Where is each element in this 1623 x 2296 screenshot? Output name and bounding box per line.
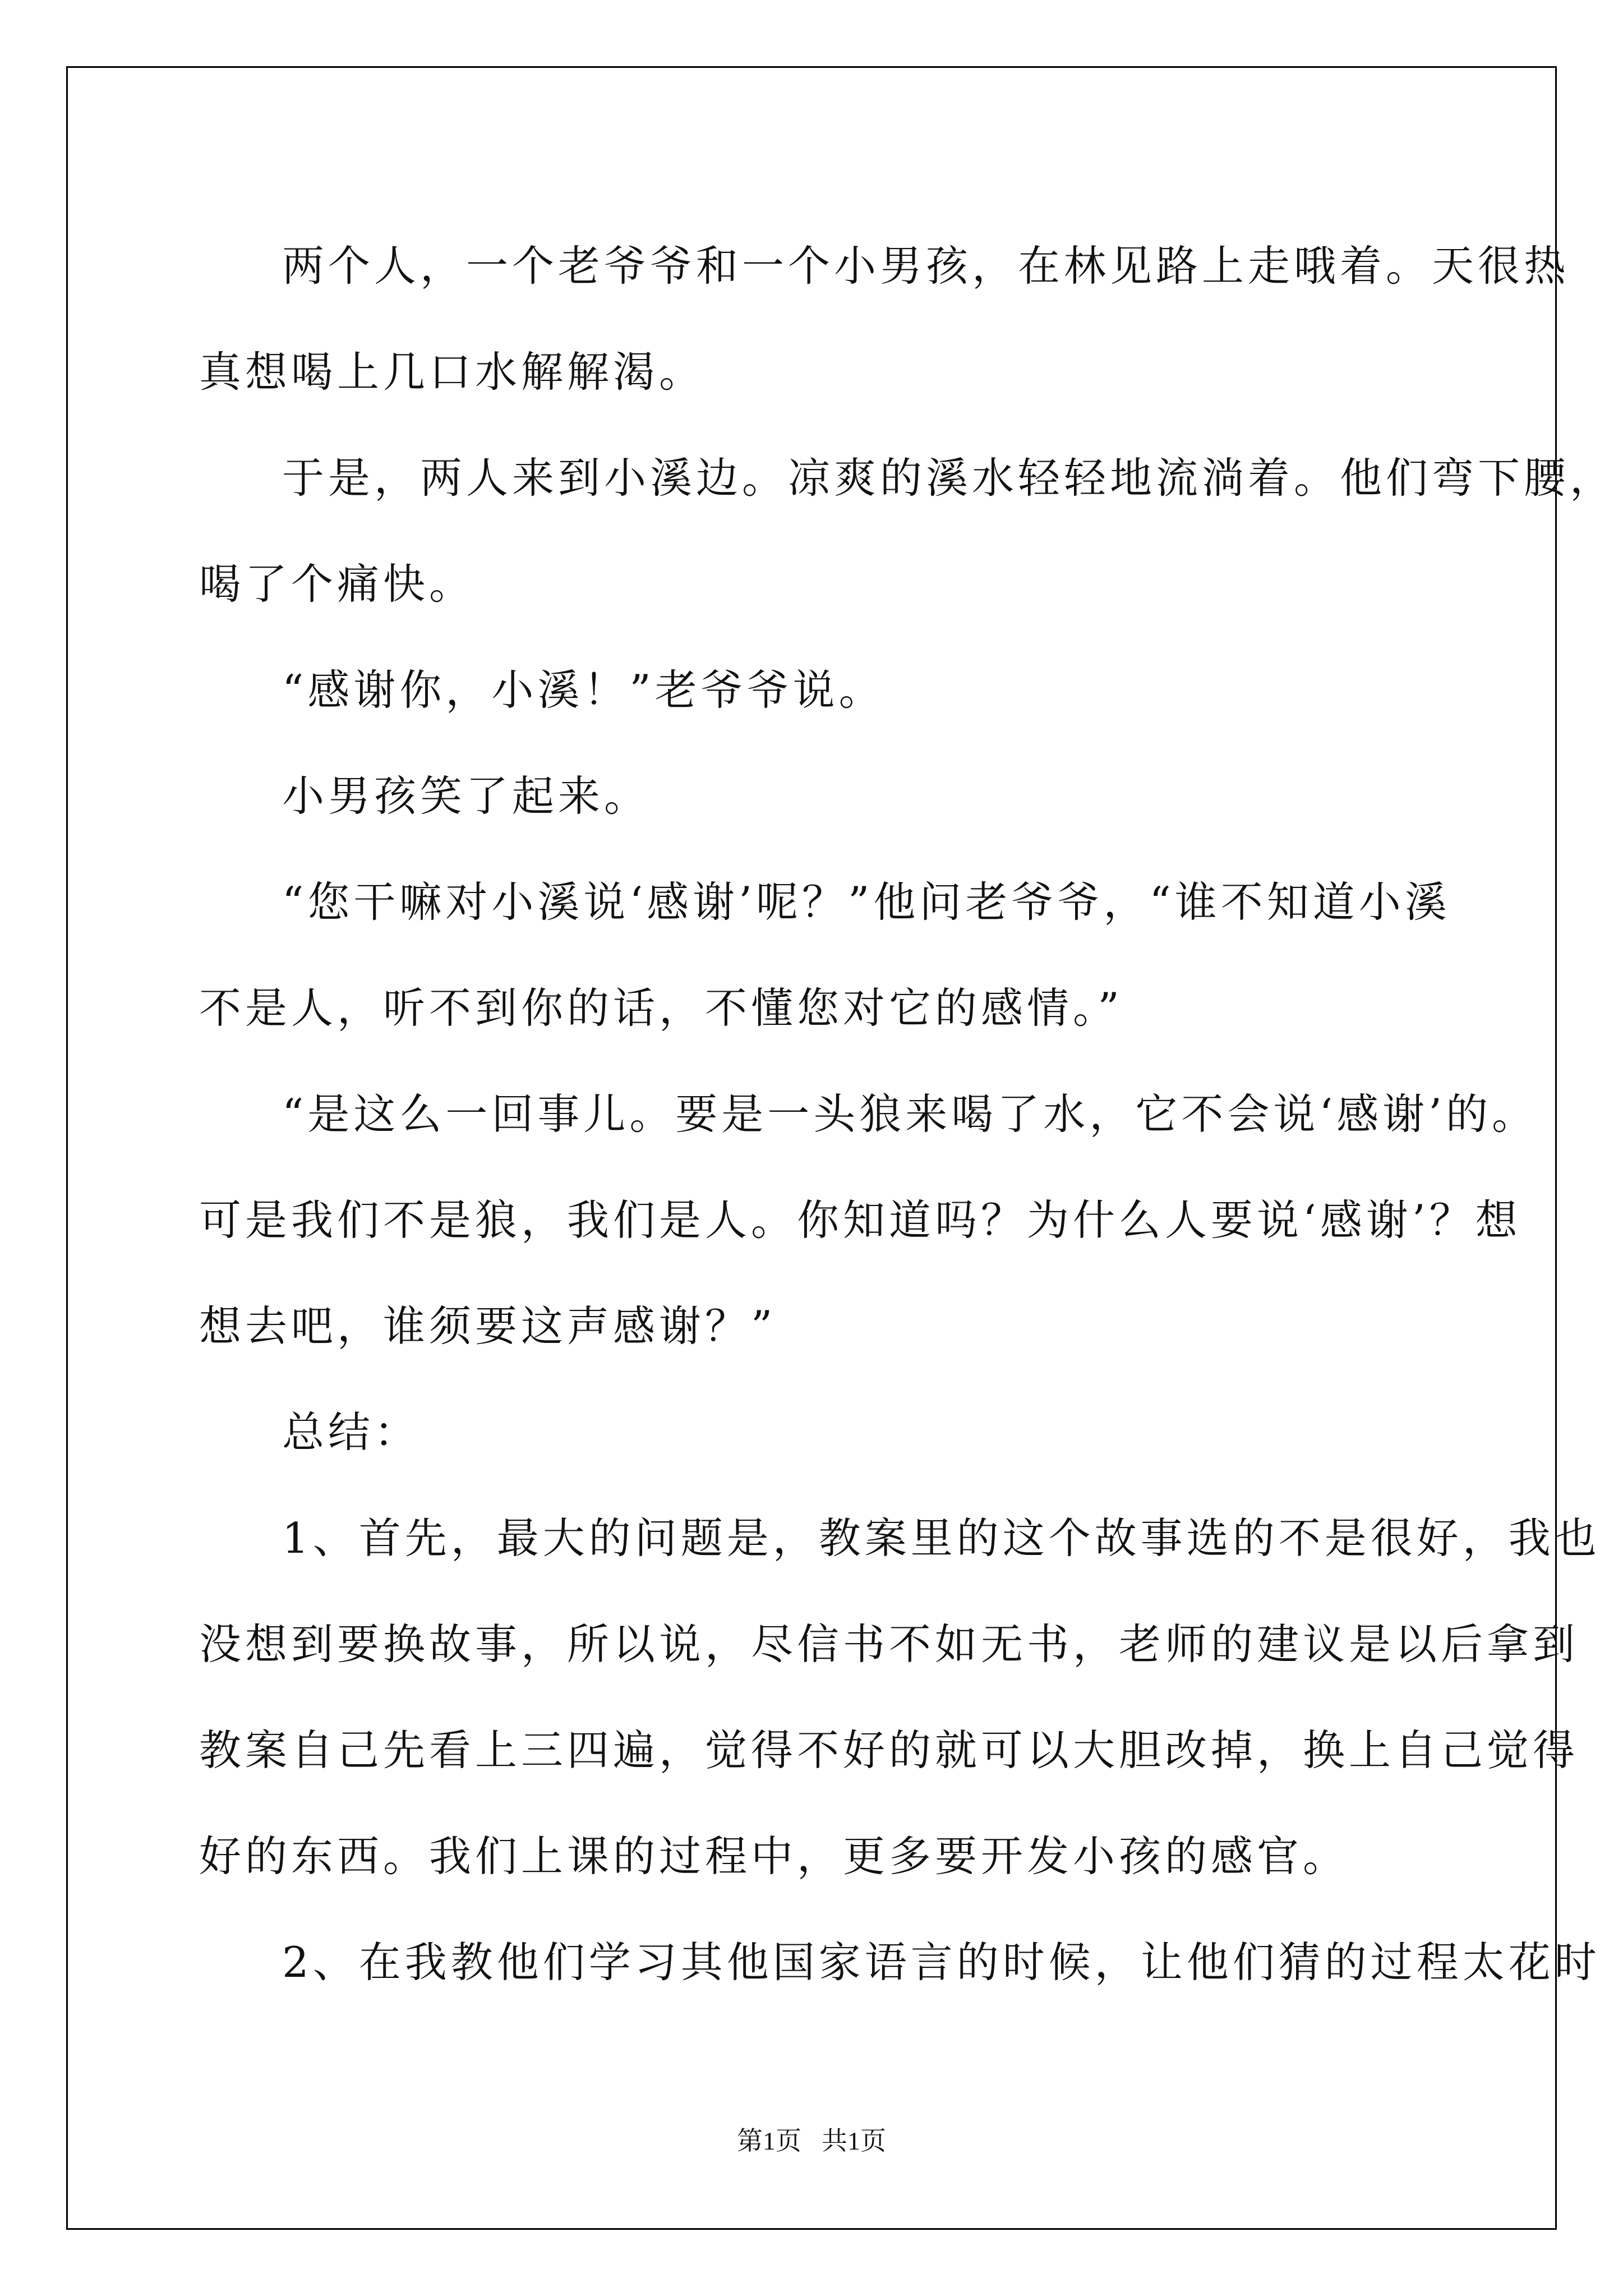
paragraph-4 [199,743,1455,849]
paragraph-line: 2、在我教他们学习其他国家语言的时候，让他们猜的过程太花时 [282,1938,1601,1987]
paragraph-line: “是这么一回事儿。要是一头狼来喝了水，它不会说‘感谢’的。 [282,1089,1538,1139]
paragraph-line: “感谢你，小溪！”老爷爷说。 [282,665,885,715]
paragraph-line: 没想到要换故事，所以说，尽信书不如无书，老师的建议是以后拿到 [199,1619,1579,1669]
paragraph-line: 总结： [282,1407,421,1457]
paragraph-2 [199,425,1616,637]
page-total: 共1页 [822,2127,886,2155]
paragraph-3 [199,637,1455,743]
paragraph-line: “您干嘛对小溪说‘感谢’呢？”他问老爷爷，“谁不知道小溪 [282,877,1451,927]
page-number: 第1页 [737,2127,801,2155]
paragraph-5 [199,849,1455,1061]
paragraph-line: 不是人，听不到你的话，不懂您对它的感情。” [199,983,1123,1033]
paragraph-line: 于是，两人来到小溪边。凉爽的溪水轻轻地流淌着。他们弯下腰， [282,453,1616,503]
paragraph-1 [199,213,1570,425]
document-body [199,213,1616,2016]
paragraph-line: 好的东西。我们上课的过程中，更多要开发小孩的感官。 [199,1832,1349,1881]
paragraph-line: 小男孩笑了起来。 [282,771,651,821]
paragraph-line: 想去吧，谁须要这声感谢？” [199,1301,777,1351]
paragraph-line: 可是我们不是狼，我们是人。你知道吗？为什么人要说‘感谢’？想 [199,1195,1521,1245]
paragraph-line: 两个人，一个老爷爷和一个小男孩，在林见路上走哦着。天很热 [282,241,1570,291]
paragraph-line: 教案自己先看上三四遍，觉得不好的就可以大胆改掉，换上自己觉得 [199,1726,1579,1775]
paragraph-line: 真想喝上几口水解解渴。 [199,347,706,397]
paragraph-line: 1、首先，最大的问题是，教案里的这个故事选的不是很好，我也 [282,1513,1601,1563]
paragraph-6 [199,1061,1538,1379]
paragraph-7 [199,1379,1455,1485]
paragraph-8 [199,1485,1601,1910]
page-footer [0,2120,1623,2157]
paragraph-line: 喝了个痛快。 [199,559,476,609]
paragraph-9 [199,1910,1601,2016]
